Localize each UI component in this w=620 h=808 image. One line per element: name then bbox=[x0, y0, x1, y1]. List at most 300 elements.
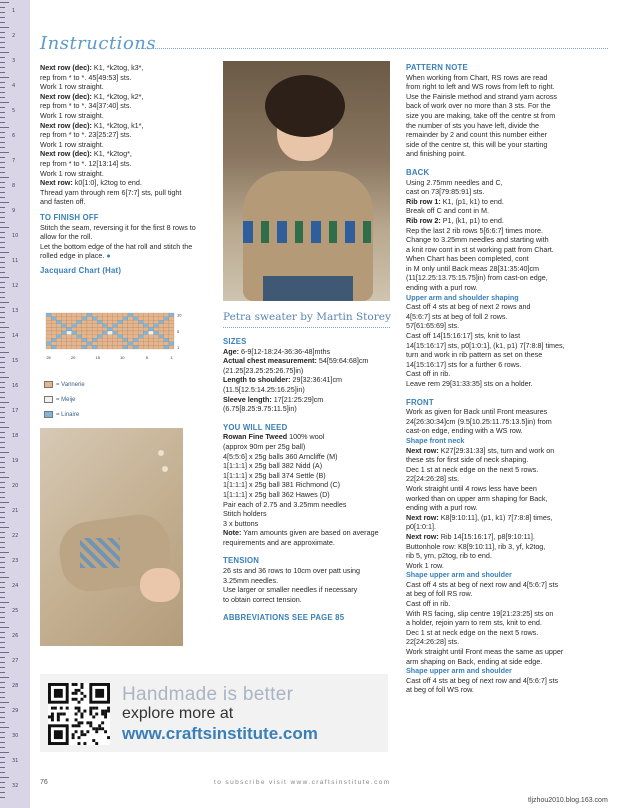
qr-module bbox=[86, 721, 89, 724]
text-line: Thread yarn through rem 6[7:7] sts, pull tight bbox=[40, 187, 182, 197]
qr-module bbox=[101, 721, 104, 724]
ruler-tick bbox=[0, 502, 9, 503]
legend-meije bbox=[44, 396, 76, 403]
chart-cell bbox=[61, 335, 66, 339]
chart-cell bbox=[66, 345, 71, 349]
ruler-tick bbox=[0, 302, 9, 303]
ruler-tick bbox=[0, 542, 5, 543]
chart-cell bbox=[61, 320, 66, 324]
legend-swatch-linaire bbox=[44, 411, 53, 418]
ruler-tick bbox=[0, 672, 5, 673]
ruler-number: 20 bbox=[12, 483, 19, 489]
ruler-tick bbox=[0, 412, 5, 413]
chart-cell bbox=[128, 320, 133, 324]
pattern-note-heading: PATTERN NOTE bbox=[406, 63, 468, 72]
text-line: Next row: Rib 14[15:16:17], p8[9:10:11]. bbox=[406, 531, 535, 541]
ruler-tick bbox=[0, 692, 5, 693]
ruler-tick bbox=[0, 82, 5, 83]
ruler-tick bbox=[0, 357, 5, 358]
ruler-tick bbox=[0, 787, 5, 788]
chart-cell bbox=[51, 313, 56, 317]
chart-cell bbox=[66, 338, 71, 342]
ruler-tick bbox=[0, 367, 5, 368]
chart-cell bbox=[61, 327, 66, 331]
ruler-tick bbox=[0, 777, 9, 778]
ruler-tick bbox=[0, 422, 5, 423]
chart-cell bbox=[82, 313, 87, 317]
text-line: Next row: k0[1:0], k2tog to end. bbox=[40, 178, 142, 188]
ruler-tick bbox=[0, 642, 5, 643]
text-line: With RS facing, slip centre 19[21:23:25] sts on bbox=[406, 608, 554, 618]
front-instructions bbox=[406, 407, 606, 695]
chart-cell bbox=[164, 320, 169, 324]
qr-module bbox=[80, 715, 83, 718]
chart-cell bbox=[143, 317, 148, 321]
ruler-tick bbox=[0, 57, 5, 58]
label: Actual chest measurement: bbox=[223, 356, 317, 366]
chart-cell bbox=[148, 327, 153, 331]
qr-module bbox=[107, 736, 110, 739]
legend-label: = Meije bbox=[56, 397, 76, 404]
chart-cell bbox=[56, 324, 61, 328]
qr-module bbox=[51, 718, 54, 721]
label: Age: bbox=[223, 346, 239, 356]
chart-cell bbox=[159, 320, 164, 324]
ruler-tick bbox=[0, 277, 9, 278]
chart-cell bbox=[164, 327, 169, 331]
chart-cell bbox=[92, 317, 97, 321]
need-heading: YOU WILL NEED bbox=[223, 422, 288, 432]
ruler-number: 24 bbox=[12, 583, 19, 589]
chart-cell bbox=[123, 335, 128, 339]
chart-cell bbox=[56, 335, 61, 339]
ruler-tick bbox=[0, 252, 9, 253]
text-line: (11[12.25:13.75:15.75]in) from cast-on edge, bbox=[406, 273, 548, 283]
text-line bbox=[406, 570, 606, 580]
text-line: Stitch holders bbox=[223, 509, 267, 519]
ruler-tick bbox=[0, 322, 5, 323]
text-line: from right to left and WS rows from left to right. bbox=[406, 82, 555, 92]
chart-cell bbox=[154, 338, 159, 342]
chart-cell bbox=[77, 338, 82, 342]
qr-module bbox=[75, 692, 78, 695]
chart-cell bbox=[87, 320, 92, 324]
chart-x-tick: 10 bbox=[120, 355, 125, 360]
chart-cell bbox=[77, 345, 82, 349]
ruler-tick bbox=[0, 127, 9, 128]
chart-cell bbox=[148, 317, 153, 321]
text-line: Change to 3.25mm needles and starting with bbox=[406, 235, 549, 245]
qr-module bbox=[101, 727, 104, 730]
qr-module bbox=[92, 727, 95, 730]
chart-cell bbox=[148, 331, 153, 335]
chart-cell bbox=[72, 338, 77, 342]
qr-module bbox=[66, 707, 69, 710]
chart-cell bbox=[118, 345, 123, 349]
text-line: a knit row cont in st st working patt from Chart. bbox=[406, 244, 554, 254]
chart-cell bbox=[169, 327, 174, 331]
chart-cell bbox=[87, 317, 92, 321]
chart-cell bbox=[107, 345, 112, 349]
chart-cell bbox=[72, 324, 77, 328]
chart-cell bbox=[87, 335, 92, 339]
text-line: 24[26:30:34]cm (9.5[10.25:11.75:13.5]in) from bbox=[406, 416, 552, 426]
ruler-tick bbox=[0, 537, 5, 538]
chart-cell bbox=[118, 335, 123, 339]
chart-cell bbox=[123, 327, 128, 331]
chart-cell bbox=[92, 338, 97, 342]
ruler-number: 6 bbox=[12, 133, 16, 139]
ruler-tick bbox=[0, 662, 5, 663]
abbreviations-link[interactable]: ABBREVIATIONS SEE PAGE 85 bbox=[223, 613, 345, 623]
qr-module bbox=[57, 718, 60, 721]
child-sweater-photo bbox=[223, 61, 390, 301]
ruler-tick bbox=[0, 512, 5, 513]
text-line bbox=[406, 666, 606, 676]
ruler-tick bbox=[0, 282, 5, 283]
qr-module bbox=[83, 733, 86, 736]
text-line: Rib row 1: K1, (p1, k1) to end. bbox=[406, 196, 504, 206]
chart-cell bbox=[66, 327, 71, 331]
chart-cell bbox=[123, 338, 128, 342]
chart-heading: Jacquard Chart (Hat) bbox=[40, 265, 122, 275]
chart-x-tick: 1 bbox=[170, 355, 173, 360]
text-line: 22[24:26:28] sts. bbox=[406, 474, 460, 484]
text-line: (11.5[12.5:14.25:16.25]in) bbox=[223, 384, 305, 394]
ruler-tick bbox=[0, 427, 9, 428]
qr-code-icon[interactable] bbox=[48, 683, 110, 745]
chart-cell bbox=[66, 335, 71, 339]
chart-cell bbox=[118, 317, 123, 321]
chart-cell bbox=[113, 335, 118, 339]
text-line: turn and work in rib pattern as set on these bbox=[406, 350, 543, 360]
chart-cell bbox=[92, 313, 97, 317]
ruler-tick bbox=[0, 482, 5, 483]
chart-cell bbox=[138, 331, 143, 335]
chart-cell bbox=[56, 331, 61, 335]
ruler-tick bbox=[0, 567, 5, 568]
ruler-tick bbox=[0, 527, 9, 528]
chart-cell bbox=[169, 320, 174, 324]
chart-cell bbox=[159, 317, 164, 321]
chart-cell bbox=[77, 317, 82, 321]
ruler-tick bbox=[0, 22, 5, 23]
ruler-tick bbox=[0, 192, 5, 193]
chart-cell bbox=[148, 324, 153, 328]
qr-module bbox=[66, 718, 69, 721]
chart-cell bbox=[46, 324, 51, 328]
ruler-tick bbox=[0, 552, 9, 553]
qr-module bbox=[78, 724, 81, 727]
footer-subscribe[interactable]: to subscribe visit www.craftsinstitute.com bbox=[214, 779, 391, 786]
qr-module bbox=[92, 715, 95, 718]
ruler-tick bbox=[0, 487, 5, 488]
chart-cell bbox=[154, 345, 159, 349]
qr-module bbox=[63, 713, 66, 716]
photo-fairisle-band bbox=[243, 221, 373, 243]
text-line: requirements and are approximate. bbox=[223, 537, 335, 547]
chart-cell bbox=[77, 320, 82, 324]
qr-module bbox=[95, 707, 98, 710]
chart-cell bbox=[164, 342, 169, 346]
photo-button bbox=[162, 466, 168, 472]
chart-cell bbox=[102, 345, 107, 349]
text-line: 3 x buttons bbox=[223, 518, 259, 528]
text-line: and fasten off. bbox=[40, 197, 86, 207]
ruler-tick bbox=[0, 582, 5, 583]
chart-cell bbox=[133, 331, 138, 335]
chart-cell bbox=[82, 335, 87, 339]
chart-cell bbox=[56, 342, 61, 346]
ruler-tick bbox=[0, 702, 9, 703]
chart-cell bbox=[123, 313, 128, 317]
chart-cell bbox=[97, 327, 102, 331]
chart-cell bbox=[154, 342, 159, 346]
chart-cell bbox=[56, 313, 61, 317]
ruler-tick bbox=[0, 627, 9, 628]
text-line: Rowan Fine Tweed 100% wool bbox=[223, 432, 325, 442]
label: Next row: bbox=[406, 445, 439, 455]
ruler-tick bbox=[0, 142, 5, 143]
text-line: p0[1:0:1]. bbox=[406, 522, 436, 532]
text-line: Using 2.75mm needles and C, bbox=[406, 177, 503, 187]
text-line: remainder by 2 and count this number either bbox=[406, 130, 548, 140]
subheading: Shape front neck bbox=[406, 435, 465, 445]
chart-cell bbox=[66, 313, 71, 317]
chart-cell bbox=[154, 327, 159, 331]
text-line: 14[15:16:17] sts, p0[1:0:1], (k1, p1) 7[7:8:8] times, bbox=[406, 340, 565, 350]
qr-module bbox=[78, 710, 81, 713]
chart-cell bbox=[87, 324, 92, 328]
text-line: 26 sts and 36 rows to 10cm over patt using bbox=[223, 566, 361, 576]
ruler-tick bbox=[0, 522, 5, 523]
watermark: tljzhou2010.blog.163.com bbox=[528, 797, 608, 804]
text-line: and finishing point. bbox=[406, 149, 466, 159]
chart-cell bbox=[143, 335, 148, 339]
photo-hair bbox=[265, 75, 345, 137]
ruler-number: 27 bbox=[12, 658, 19, 664]
text-line: the number of sts you have left, divide the bbox=[406, 120, 540, 130]
ruler-tick bbox=[0, 382, 5, 383]
chart-cell bbox=[154, 320, 159, 324]
chart-cell bbox=[169, 317, 174, 321]
chart-x-tick: 15 bbox=[95, 355, 100, 360]
ruler-tick bbox=[0, 247, 5, 248]
sizes-heading: SIZES bbox=[223, 337, 247, 346]
text-line: Break off C and cont in M. bbox=[406, 206, 489, 216]
chart-y-tick: 1 bbox=[177, 345, 180, 350]
ruler-number: 17 bbox=[12, 408, 19, 414]
ruler-number: 28 bbox=[12, 683, 19, 689]
ruler-tick bbox=[0, 317, 5, 318]
ruler-tick bbox=[0, 87, 5, 88]
chart-cell bbox=[164, 331, 169, 335]
chart-cell bbox=[118, 342, 123, 346]
chart-cell bbox=[138, 345, 143, 349]
chart-cell bbox=[72, 345, 77, 349]
chart-cell bbox=[107, 313, 112, 317]
chart-cell bbox=[46, 342, 51, 346]
qr-module bbox=[60, 707, 63, 710]
chart-cell bbox=[61, 313, 66, 317]
chart-cell bbox=[61, 331, 66, 335]
text-line: rep from * to *. 23[25:27] sts. bbox=[40, 130, 132, 140]
chart-cell bbox=[51, 342, 56, 346]
text-line: rep from * to *. 34[37:40] sts. bbox=[40, 101, 132, 111]
chart-cell bbox=[92, 320, 97, 324]
ruler-number: 8 bbox=[12, 183, 16, 189]
chart-cell bbox=[159, 345, 164, 349]
ruler-tick bbox=[0, 377, 9, 378]
ruler-tick bbox=[0, 617, 5, 618]
qr-module bbox=[51, 713, 54, 716]
photo-button bbox=[158, 450, 164, 456]
qr-module bbox=[98, 724, 101, 727]
ruler-number: 22 bbox=[12, 533, 19, 539]
ruler-tick bbox=[0, 402, 9, 403]
ruler-tick bbox=[0, 12, 5, 13]
column-left bbox=[40, 63, 220, 275]
chart-cell bbox=[118, 320, 123, 324]
qr-module bbox=[78, 701, 81, 704]
chart-cell bbox=[56, 338, 61, 342]
ruler-tick bbox=[0, 447, 5, 448]
text-line: side of the centre st, this will be your starting bbox=[406, 139, 548, 149]
text-line: Let the bottom edge of the hat roll and stitch the bbox=[40, 241, 193, 251]
chart-cell bbox=[97, 335, 102, 339]
qr-module bbox=[75, 724, 78, 727]
chart-cell bbox=[133, 324, 138, 328]
chart-x-tick: 20 bbox=[70, 355, 76, 360]
qr-module bbox=[89, 710, 92, 713]
qr-module bbox=[83, 695, 86, 698]
text-line: in M only until Back meas 28[31:35:40]cm bbox=[406, 263, 540, 273]
text-line: Work as given for Back until Front measures bbox=[406, 407, 548, 417]
ruler-tick bbox=[0, 117, 5, 118]
text-line: 14[15:16:17] sts for a further 6 rows. bbox=[406, 359, 522, 369]
ruler-tick bbox=[0, 652, 9, 653]
qr-module bbox=[75, 713, 78, 716]
ruler-tick bbox=[0, 42, 5, 43]
tension-heading: TENSION bbox=[223, 556, 260, 566]
chart-cell bbox=[61, 342, 66, 346]
text-line: Work 1 row straight. bbox=[40, 139, 104, 149]
chart-cell bbox=[148, 313, 153, 317]
qr-module bbox=[78, 736, 81, 739]
ruler-tick bbox=[0, 152, 9, 153]
text-line: Work straight until 4 rows less have been bbox=[406, 483, 537, 493]
ruler-tick bbox=[0, 607, 5, 608]
text-line: Sleeve length: 17[21:25:29]cm bbox=[223, 394, 324, 404]
qr-module bbox=[95, 742, 98, 745]
text-line: arm shaping on Back, ending at side edge. bbox=[406, 656, 543, 666]
text-line: Rib row 2: P1, (k1, p1) to end. bbox=[406, 215, 504, 225]
chart-cell bbox=[133, 327, 138, 331]
chart-cell bbox=[143, 327, 148, 331]
ruler-tick bbox=[0, 592, 5, 593]
ruler-tick bbox=[0, 2, 9, 3]
qr-module bbox=[78, 742, 81, 745]
text-line: size you are making, take off the centre st from bbox=[406, 110, 556, 120]
ruler-tick bbox=[0, 677, 9, 678]
chart-cell bbox=[72, 320, 77, 324]
banner-url-link[interactable]: www.craftsinstitute.com bbox=[122, 724, 318, 743]
text-line: 3.25mm needles. bbox=[223, 575, 279, 585]
text-line: 4[5:6:7] sts at beg of foll 2 rows. bbox=[406, 311, 508, 321]
ruler-tick bbox=[0, 437, 5, 438]
chart-cell bbox=[164, 313, 169, 317]
ruler-tick bbox=[0, 632, 5, 633]
ruler-tick bbox=[0, 457, 5, 458]
chart-cell bbox=[46, 313, 51, 317]
qr-module bbox=[78, 707, 81, 710]
end-bullet-icon: ● bbox=[104, 251, 111, 261]
ruler-number: 13 bbox=[12, 308, 19, 314]
ruler-tick bbox=[0, 112, 5, 113]
ruler-tick bbox=[0, 92, 5, 93]
chart-cell bbox=[138, 324, 143, 328]
qr-module bbox=[54, 707, 57, 710]
chart-cell bbox=[169, 338, 174, 342]
label: Rowan Fine Tweed bbox=[223, 432, 288, 442]
chart-cell bbox=[143, 342, 148, 346]
photo-jeans bbox=[263, 276, 353, 301]
ruler-tick bbox=[0, 432, 5, 433]
ruler-tick bbox=[0, 397, 5, 398]
chart-cell bbox=[97, 331, 102, 335]
chart-cell bbox=[123, 317, 128, 321]
text-line: Work 1 row. bbox=[406, 560, 444, 570]
chart-cell bbox=[97, 324, 102, 328]
chart-cell bbox=[61, 324, 66, 328]
chart-cell bbox=[46, 317, 51, 321]
ruler-tick bbox=[0, 337, 5, 338]
qr-module bbox=[104, 713, 107, 716]
text-line: worked than on upper arm shaping for Back, bbox=[406, 493, 548, 503]
back-instructions bbox=[406, 178, 606, 389]
caption-divider bbox=[223, 327, 390, 328]
ruler-tick bbox=[0, 227, 9, 228]
qr-module bbox=[72, 733, 75, 736]
text-line: (21.25[23.25:25:26.75]in) bbox=[223, 365, 304, 375]
chart-cell bbox=[82, 324, 87, 328]
chart-cell bbox=[133, 335, 138, 339]
ruler-tick bbox=[0, 212, 5, 213]
chart-cell bbox=[56, 317, 61, 321]
ruler-tick bbox=[0, 467, 5, 468]
chart-cell bbox=[113, 317, 118, 321]
ruler-tick bbox=[0, 697, 5, 698]
ruler-tick bbox=[0, 77, 9, 78]
chart-cell bbox=[72, 317, 77, 321]
chart-cell bbox=[143, 338, 148, 342]
chart-cell bbox=[72, 335, 77, 339]
ruler-tick bbox=[0, 122, 5, 123]
label: Next row: bbox=[406, 512, 439, 522]
chart-cell bbox=[133, 345, 138, 349]
qr-module bbox=[80, 730, 83, 733]
page-number: 76 bbox=[40, 779, 48, 786]
ruler-tick bbox=[0, 197, 5, 198]
qr-module bbox=[104, 710, 107, 713]
chart-cell bbox=[107, 317, 112, 321]
ruler-tick bbox=[0, 722, 5, 723]
chart-cell bbox=[82, 327, 87, 331]
chart-cell bbox=[51, 317, 56, 321]
text-line: at beg of foll RS row. bbox=[406, 589, 473, 599]
chart-cell bbox=[102, 335, 107, 339]
chart-cell bbox=[169, 331, 174, 335]
